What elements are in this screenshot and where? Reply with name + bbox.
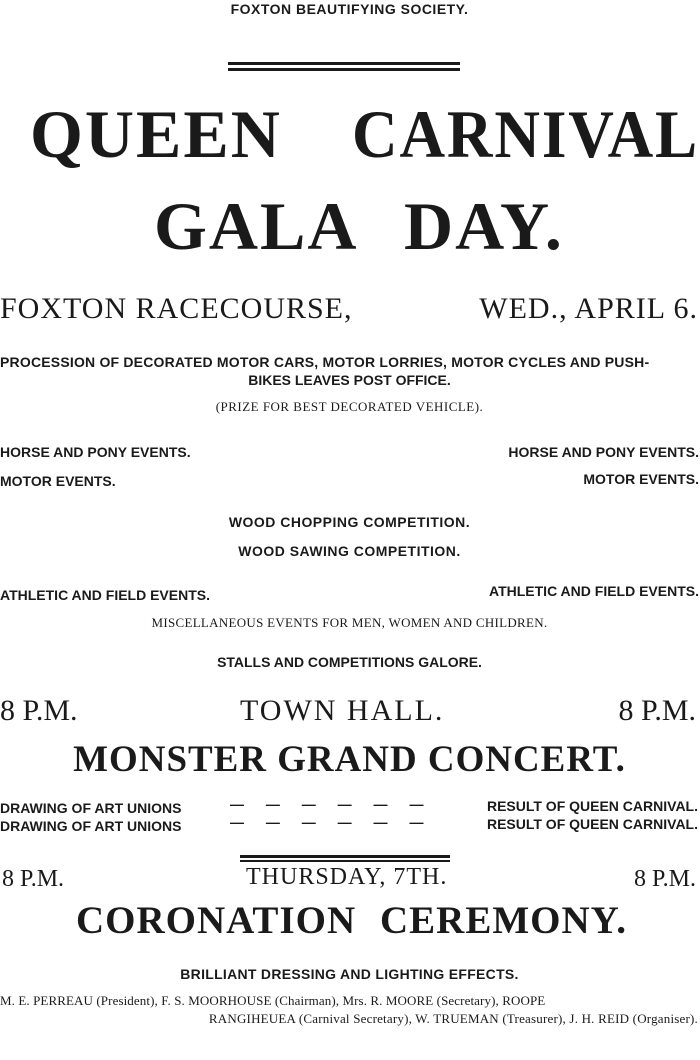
art-unions-2: DRAWING OF ART UNIONS [0,818,182,834]
coronation-day: THURSDAY, 7TH. [246,864,448,890]
title-queen: QUEEN [30,96,282,172]
horse-events-left: HORSE AND PONY EVENTS. [0,444,191,460]
art-unions-1: DRAWING OF ART UNIONS [0,800,182,816]
coronation-time-left: 8 P.M. [2,866,65,892]
procession-line-2: BIKES LEAVES POST OFFICE. [248,372,451,388]
procession-line-1: PROCESSION OF DECORATED MOTOR CARS, MOTOR LORRIES, MOTOR CYCLES AND PUSH- [0,354,650,370]
venue-place: FOXTON RACECOURSE, [0,292,353,325]
motor-events-left: MOTOR EVENTS. [0,473,116,489]
prize-note: (PRIZE FOR BEST DECORATED VEHICLE). [215,399,484,414]
result-2: RESULT OF QUEEN CARNIVAL. [486,816,698,832]
mid-rule-2 [240,860,450,862]
stalls-galore: STALLS AND COMPETITIONS GALORE. [217,654,482,670]
concert-place: TOWN HALL. [240,694,445,727]
title-gala: GALA [154,188,359,264]
top-rule-1 [228,62,460,65]
mid-rule-1 [240,855,450,858]
wood-chopping: WOOD CHOPPING COMPETITION. [228,514,471,530]
athletic-events-right: ATHLETIC AND FIELD EVENTS. [489,583,699,599]
concert-title: MONSTER GRAND CONCERT. [73,739,626,780]
wood-sawing: WOOD SAWING COMPETITION. [238,543,461,559]
officers-line-1: M. E. PERREAU (President), F. S. MOORHOUSE (Chairman), Mrs. R. MOORE (Secretary), ROOPE [0,993,546,1008]
coronation-time-right: 8 P.M. [633,866,696,892]
venue-date: WED., APRIL 6. [479,292,698,325]
motor-events-right: MOTOR EVENTS. [583,471,699,487]
misc-events: MISCELLANEOUS EVENTS FOR MEN, WOMEN AND CHILDREN. [151,615,548,630]
athletic-events-left: ATHLETIC AND FIELD EVENTS. [0,587,210,603]
top-rule-2 [228,68,460,71]
result-1: RESULT OF QUEEN CARNIVAL. [486,798,698,814]
title-carnival: CARNIVAL [352,96,699,172]
title-day: DAY. [404,188,564,264]
concert-time-right: 8 P.M. [618,694,696,727]
lighting-effects: BRILLIANT DRESSING AND LIGHTING EFFECTS. [180,966,519,982]
dashes-2: — — — — — — [230,814,433,830]
coronation-title-left: CORONATION [76,899,357,942]
dashes-1: — — — — — — [230,796,433,812]
coronation-title-right: CEREMONY. [380,899,627,942]
officers-line-2: RANGIHEUEA (Carnival Secretary), W. TRUEMAN (Treasurer), J. H. REID (Organiser). [208,1011,698,1026]
horse-events-right: HORSE AND PONY EVENTS. [508,444,699,460]
concert-time-left: 8 P.M. [0,694,78,727]
society-name: FOXTON BEAUTIFYING SOCIETY. [230,1,469,17]
